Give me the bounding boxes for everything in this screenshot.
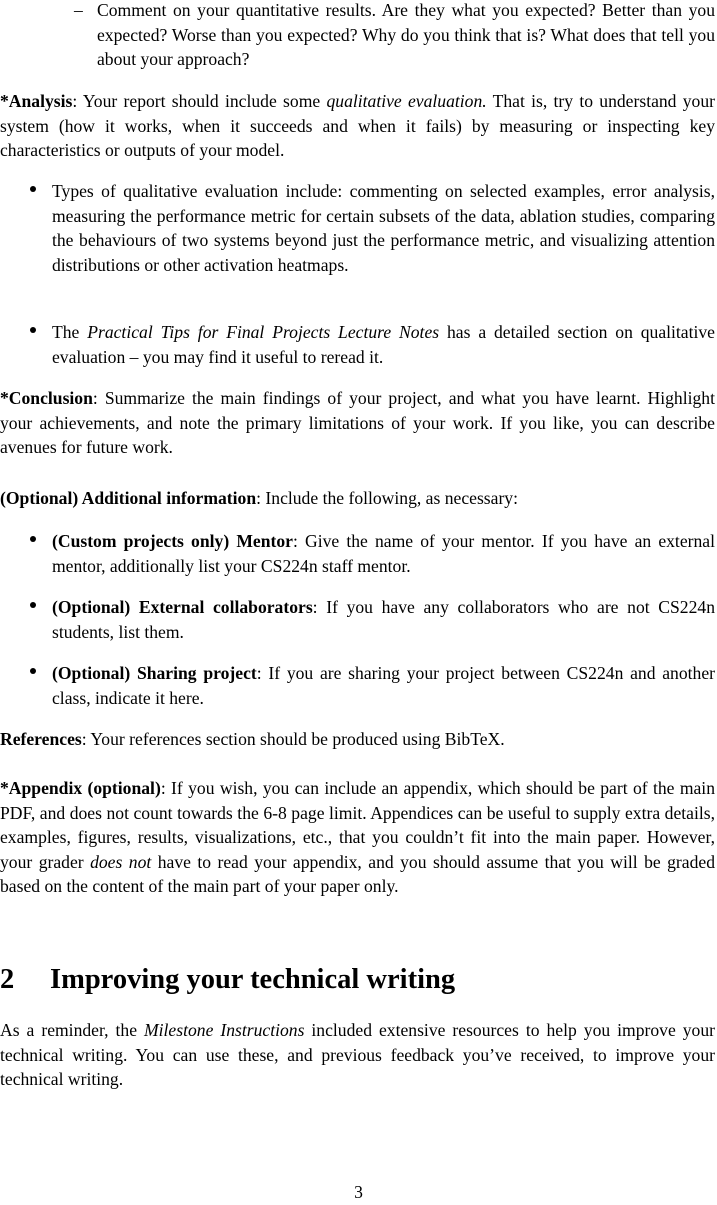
analysis-label: *Analysis [0,91,73,111]
references-text: : Your references section should be produced using BibTeX. [81,729,505,749]
analysis-emph: qualitative evaluation. [326,91,487,111]
references-paragraph [0,727,715,752]
section-title: Improving your technical writing [50,964,456,995]
milestone-instructions-title: Milestone Instructions [144,1020,305,1040]
writing-suffix: included extensive resources to help you improve your technical writing. You can use these, and previous feedback you’ve received, to improve your technical writing. [0,1020,716,1089]
collaborators-item [52,595,715,644]
collaborators-label: (Optional) External collaborators [52,597,313,617]
analysis-paragraph [0,89,715,163]
additional-info-paragraph [0,486,715,511]
sharing-item [52,661,715,710]
collaborators-text: : If you have any collaborators who are not CS224n students, list them. [52,597,715,642]
sharing-label: (Optional) Sharing project [52,663,257,683]
practical-tips-item [52,320,715,369]
bullet-icon [28,327,38,337]
sharing-text: : If you are sharing your project between CS224n and another class, indicate it here. [52,663,716,708]
appendix-text-b: have to read your appendix, and you should assume that you will be graded based on the content of the main part of your paper only. [0,851,715,896]
bullet-icon [28,536,38,546]
appendix-paragraph [0,776,715,899]
writing-paragraph [0,1018,715,1092]
additional-info-label: (Optional) Additional information [0,488,257,508]
appendix-label: *Appendix (optional) [0,778,161,798]
mentor-label: (Custom projects only) Mentor [52,531,293,551]
writing-prefix: As a reminder, the [0,1020,144,1040]
analysis-text-a: : Your report should include some [72,91,327,111]
dash-marker: – [74,0,83,20]
section-number: 2 [0,964,15,995]
appendix-emph: does not [90,851,152,872]
quantitative-comment-item: Comment on your quantitative results. Are they what you expected? Better than you expected? Worse than you expected? Why do you think that is? What does that tell you about your approach? [97,0,715,69]
conclusion-paragraph [0,386,715,460]
mentor-item [52,529,715,578]
section-heading [0,963,455,997]
analysis-text-b: That is, try to understand your system (how it works, when it succeeds and when it fails) by measuring or inspecting key characteristics or outputs of your model. [0,91,715,160]
practical-tips-title: Practical Tips for Final Projects Lecture Notes [87,322,440,342]
bullet-icon [28,602,38,612]
conclusion-text: : Summarize the main findings of your project, and what you have learnt. Highlight your achievements, and note the primary limitations of your work. If you like, you can describe avenues for future work. [0,388,715,457]
tips-suffix: has a detailed section on qualitative evaluation – you may find it useful to reread it. [52,322,715,367]
page-number: 3 [354,1182,363,1202]
appendix-text-a: : If you wish, you can include an appendix, which should be part of the main PDF, and does not count towards the 6-8 page limit. Appendices can be useful to supply extra details, examples, figures, results, visualizations, etc., that you couldn’t fit into the main paper. However, your grader [0,778,715,872]
bullet-icon [28,186,38,196]
qualitative-types-item: Types of qualitative evaluation include: commenting on selected examples, error analysis, measuring the performance metric for certain subsets of the data, ablation studies, comparing the behaviours of two systems beyond just the performance metric, and visualizing attention distributions or other activation heatmaps. [52,181,715,275]
references-label: References [0,729,82,749]
additional-info-text: : Include the following, as necessary: [256,488,518,508]
mentor-text: : Give the name of your mentor. If you have an external mentor, additionally list your CS224n staff mentor. [52,531,715,576]
bullet-icon [28,668,38,678]
tips-prefix: The [52,322,88,342]
conclusion-label: *Conclusion [0,388,93,408]
